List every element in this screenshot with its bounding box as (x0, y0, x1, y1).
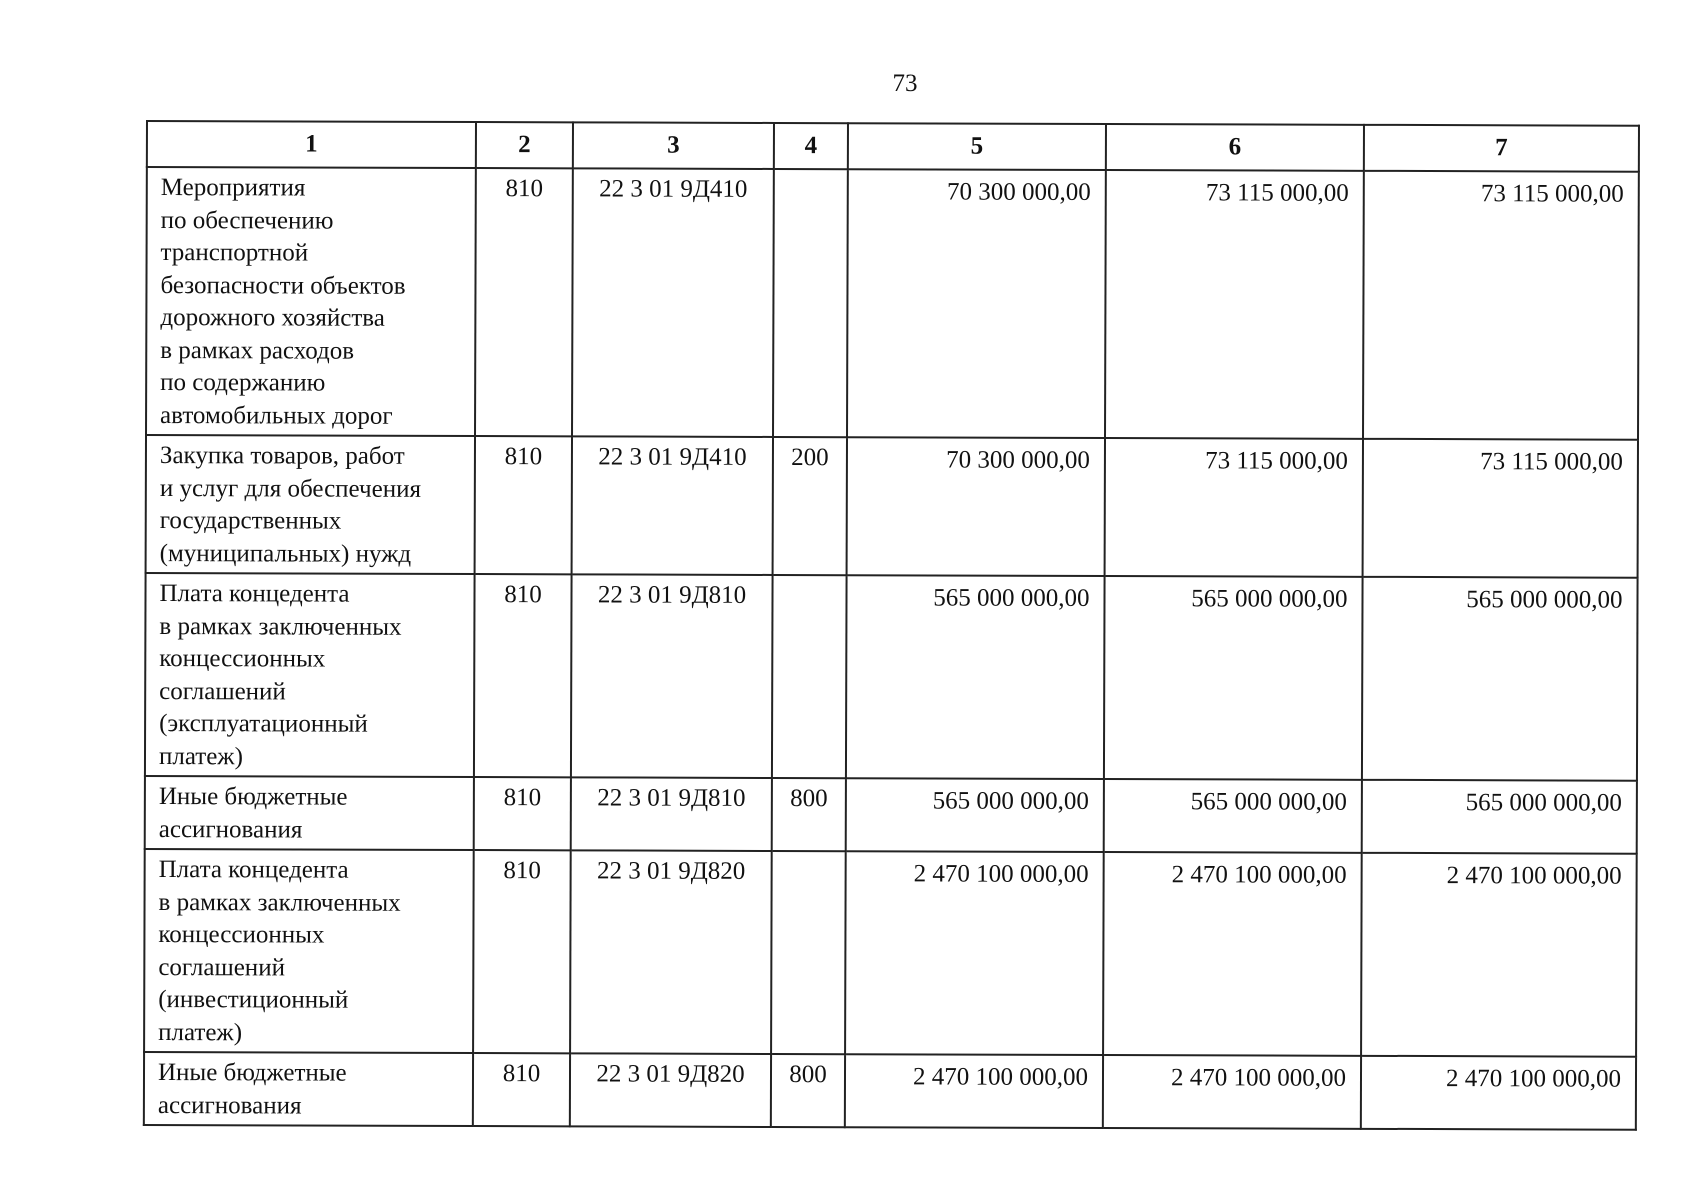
item-name-line: Иные бюджетные (158, 783, 348, 811)
item-name-line: дорожного хозяйства (160, 304, 385, 332)
item-name-cell (146, 167, 476, 436)
item-name-line: в рамках заключенных (159, 612, 402, 641)
amount-year2-cell: 73 115 000,00 (1105, 438, 1363, 577)
item-name-line: Плата концедента (159, 580, 350, 608)
target-article-cell: 22 3 01 9Д410 (572, 168, 774, 437)
budget-table-container (143, 120, 1638, 1131)
page-number: 73 (892, 70, 918, 97)
item-name-line: платеж) (158, 1018, 243, 1046)
amount-year1-cell: 565 000 000,00 (846, 778, 1104, 852)
amount-year3-cell: 565 000 000,00 (1362, 577, 1638, 781)
amount-year2-cell: 565 000 000,00 (1104, 779, 1362, 853)
amount-year1-cell: 565 000 000,00 (846, 575, 1105, 779)
expense-type-cell (773, 169, 848, 437)
header-row (147, 121, 1639, 172)
item-name-cell (146, 435, 475, 574)
item-name-line: соглашений (158, 953, 286, 981)
item-name-line: Закупка товаров, работ (159, 442, 405, 470)
column-header: 7 (1364, 125, 1639, 172)
item-name-line: Мероприятия (160, 174, 306, 202)
ministry-code-cell: 810 (474, 574, 572, 777)
target-article-cell: 22 3 01 9Д820 (570, 850, 772, 1054)
table-body (144, 167, 1639, 1130)
item-name-line: в рамках заключенных (158, 888, 401, 917)
item-name-line: по обеспечению (160, 206, 334, 235)
item-name-cell (145, 776, 474, 850)
expense-type-cell: 800 (772, 778, 846, 851)
table-row (146, 435, 1638, 578)
target-article-cell: 22 3 01 9Д410 (572, 436, 773, 575)
ministry-code-cell: 810 (475, 168, 573, 436)
item-name-line: (эксплуатационный (159, 710, 368, 738)
amount-year1-cell: 2 470 100 000,00 (845, 851, 1104, 1055)
table-row (145, 573, 1638, 781)
item-name-line: Плата концедента (158, 856, 349, 884)
amount-year2-cell: 2 470 100 000,00 (1103, 852, 1362, 1056)
ministry-code-cell: 810 (473, 1053, 570, 1126)
amount-year3-cell: 565 000 000,00 (1362, 780, 1637, 854)
table-row (144, 849, 1637, 1057)
expense-type-cell (772, 575, 847, 778)
target-article-cell: 22 3 01 9Д820 (570, 1053, 771, 1127)
ministry-code-cell: 810 (473, 850, 571, 1053)
budget-table (143, 120, 1640, 1131)
ministry-code-cell: 810 (474, 777, 571, 850)
item-name-line: и услуг для обеспечения (159, 474, 422, 503)
item-name-line: по содержанию (160, 369, 326, 397)
item-name-line: (инвестиционный (158, 986, 349, 1014)
item-name-cell (144, 849, 474, 1053)
item-name-cell (145, 573, 475, 777)
expense-type-cell (771, 851, 846, 1054)
amount-year3-cell: 2 470 100 000,00 (1361, 853, 1637, 1057)
amount-year2-cell: 565 000 000,00 (1104, 576, 1363, 780)
column-header: 4 (774, 123, 848, 169)
item-name-line: автомобильных дорог (160, 401, 393, 430)
expense-type-cell: 200 (773, 437, 847, 575)
ministry-code-cell: 810 (475, 436, 572, 574)
column-header: 3 (573, 122, 774, 169)
table-row (146, 167, 1639, 440)
item-name-line: в рамках расходов (160, 336, 355, 365)
table-row (144, 1052, 1636, 1130)
item-name-line: (муниципальных) нужд (159, 539, 412, 568)
amount-year1-cell: 2 470 100 000,00 (845, 1054, 1103, 1128)
column-header: 1 (147, 121, 476, 168)
item-name-line: ассигнования (158, 815, 303, 843)
target-article-cell: 22 3 01 9Д810 (571, 574, 773, 778)
item-name-line: соглашений (159, 677, 286, 705)
expense-type-cell: 800 (771, 1054, 845, 1127)
column-header: 5 (848, 123, 1106, 170)
item-name-line: платеж) (158, 742, 243, 770)
amount-year3-cell: 73 115 000,00 (1363, 171, 1639, 440)
item-name-line: транспортной (160, 239, 309, 267)
target-article-cell: 22 3 01 9Д810 (571, 777, 772, 851)
item-name-line: государственных (159, 507, 342, 535)
amount-year1-cell: 70 300 000,00 (847, 437, 1105, 576)
item-name-line: ассигнования (157, 1091, 302, 1119)
item-name-line: безопасности объектов (160, 271, 406, 300)
item-name-line: концессионных (159, 645, 326, 673)
amount-year3-cell: 2 470 100 000,00 (1361, 1056, 1636, 1130)
item-name-cell (144, 1052, 473, 1126)
table-row (145, 776, 1637, 854)
column-header: 2 (476, 122, 573, 168)
amount-year2-cell: 2 470 100 000,00 (1103, 1055, 1361, 1129)
column-header: 6 (1106, 124, 1364, 171)
item-name-line: концессионных (158, 921, 325, 949)
amount-year1-cell: 70 300 000,00 (847, 169, 1106, 438)
amount-year3-cell: 73 115 000,00 (1363, 439, 1638, 578)
item-name-line: Иные бюджетные (157, 1059, 347, 1087)
amount-year2-cell: 73 115 000,00 (1105, 170, 1364, 439)
